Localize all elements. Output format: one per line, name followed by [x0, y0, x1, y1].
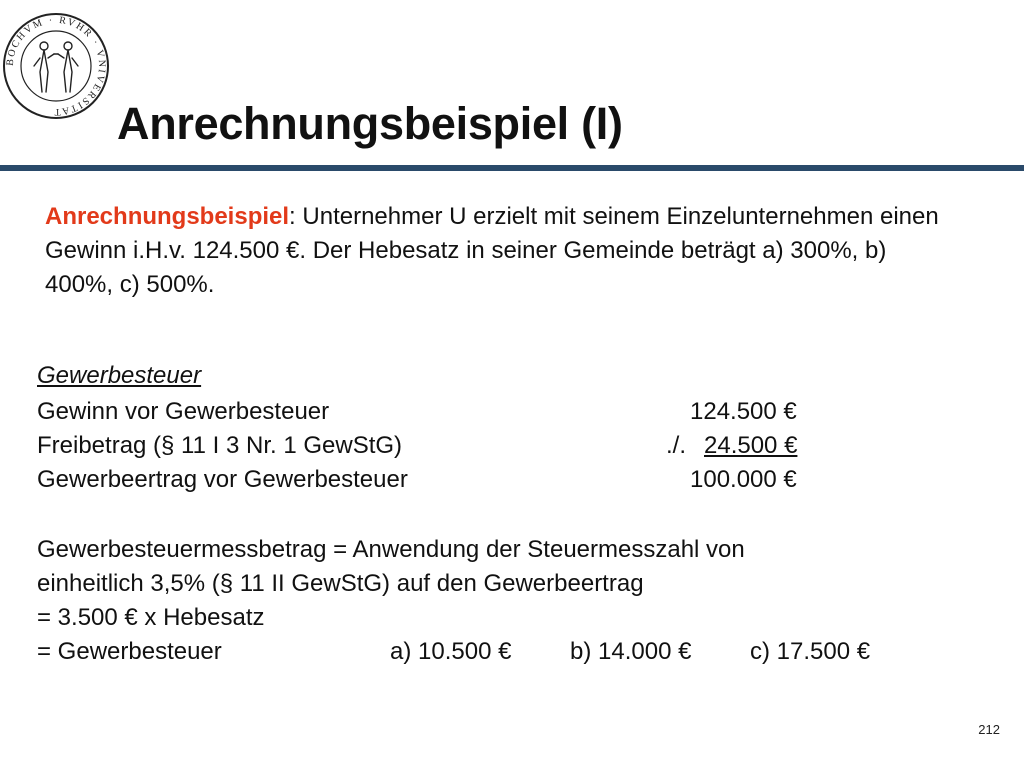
result-b: b) 14.000 €: [570, 638, 692, 665]
explanation-line: Gewerbesteuermessbetrag = Anwendung der Steuermesszahl von: [37, 536, 745, 563]
intro-label: Anrechnungsbeispiel: [45, 203, 290, 230]
svg-text:BOCHVM · RVHR · VNIVERSITAT: BOCHVM · RVHR · VNIVERSITAT: [4, 14, 108, 118]
calc-row-prefix: ./.: [666, 432, 687, 459]
calc-heading: Gewerbesteuer: [37, 362, 202, 389]
result-c: c) 17.500 €: [750, 638, 871, 665]
result-label: = Gewerbesteuer: [37, 638, 222, 665]
calc-row-amount: 24.500 €: [704, 432, 798, 459]
result-a: a) 10.500 €: [390, 638, 512, 665]
intro-text: : Unternehmer U erzielt mit seinem Einzelunternehmen einen Gewinn i.H.v. 124.500 €. Der Hebesatz in seiner Gemeinde beträgt a) 300%, b) 400%, c) 500%.: [45, 203, 939, 298]
calc-row-label: Gewinn vor Gewerbesteuer: [37, 398, 330, 425]
calc-row-amount: 124.500 €: [690, 398, 797, 425]
page-number: 212: [978, 722, 1000, 737]
university-seal-logo: [0, 10, 112, 122]
slide-title: Anrechnungsbeispiel (I): [117, 98, 623, 149]
calc-row-label: Gewerbeertrag vor Gewerbesteuer: [37, 466, 408, 493]
calc-row-label: Freibetrag (§ 11 I 3 Nr. 1 GewStG): [37, 432, 403, 459]
title-divider: [0, 165, 1024, 171]
intro-paragraph: [45, 200, 945, 302]
explanation-line: = 3.500 € x Hebesatz: [37, 604, 265, 631]
calc-row-amount: 100.000 €: [690, 466, 797, 493]
explanation-line: einheitlich 3,5% (§ 11 II GewStG) auf den Gewerbeertrag: [37, 570, 644, 597]
